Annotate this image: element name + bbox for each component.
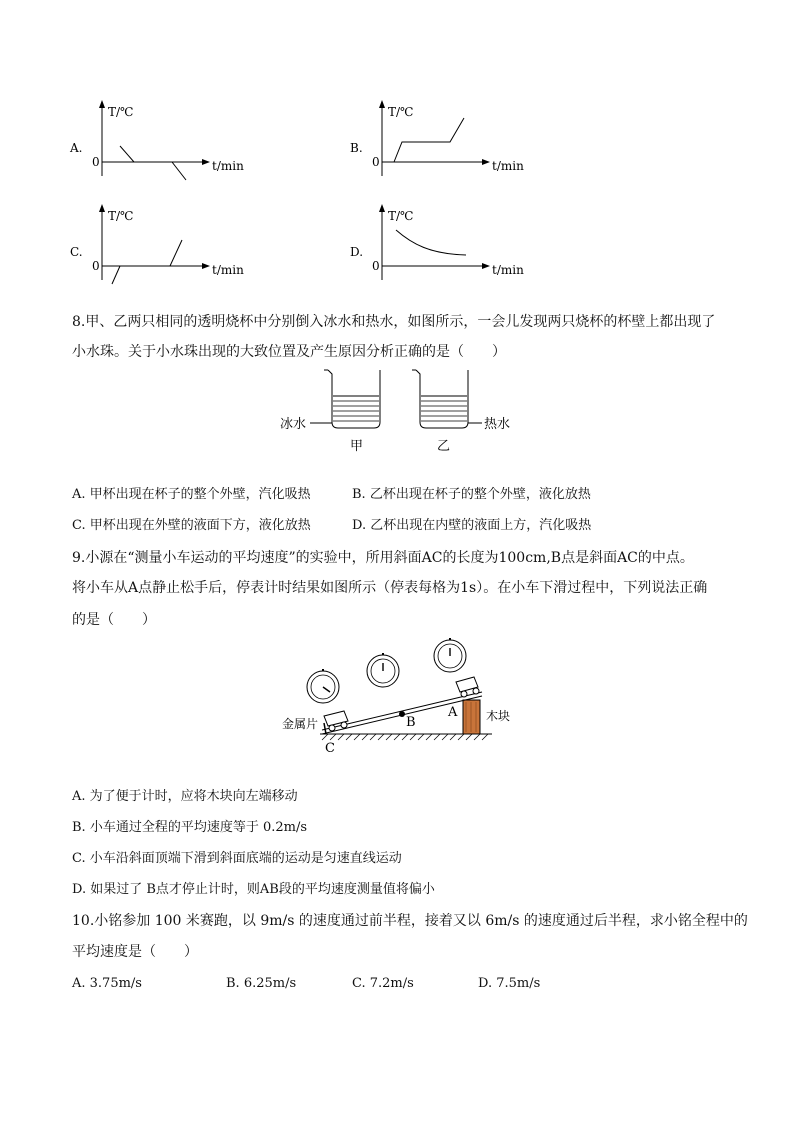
graph-letter: C. (70, 245, 83, 259)
origin-label: 0 (92, 155, 100, 169)
stopwatch-c (307, 669, 339, 703)
q9-option-c[interactable]: C. 小车沿斜面顶端下滑到斜面底端的运动是匀速直线运动 (72, 851, 402, 866)
origin-label: 0 (372, 155, 380, 169)
q8-option-b[interactable]: B. 乙杯出现在杯子的整个外壁，液化放热 (352, 487, 591, 502)
curve-segment (112, 266, 120, 284)
q7-graph-c (66, 200, 266, 290)
wood-block (463, 700, 480, 734)
metal-piece-label: 金属片 (282, 717, 319, 731)
curve (394, 118, 464, 162)
q9-option-d[interactable]: D. 如果过了 B点才停止计时，则AB段的平均速度测量值将偏小 (72, 882, 435, 897)
q10-option-d[interactable]: D. 7.5m/s (478, 976, 541, 991)
yi-label: 乙 (437, 439, 451, 454)
q9-incline-figure (278, 630, 518, 756)
q8-stem-line2: 小水珠。关于小水珠出现的大致位置及产生原因分析正确的是（ ） (72, 344, 506, 360)
graph-letter: D. (350, 245, 364, 259)
point-a-label: A (448, 705, 458, 720)
q7-graph-a (66, 96, 266, 186)
q10-option-b[interactable]: B. 6.25m/s (226, 976, 297, 991)
stopwatch-b (367, 653, 399, 687)
beaker-jia (310, 370, 380, 428)
curve-segment (172, 162, 186, 180)
ice-water-label: 冰水 (280, 417, 307, 432)
q9-option-b[interactable]: B. 小车通过全程的平均速度等于 0.2m/s (72, 820, 308, 835)
curve (396, 230, 466, 255)
origin-label: 0 (372, 259, 380, 273)
y-axis-label: T/℃ (388, 209, 414, 223)
point-b (399, 711, 405, 717)
q8-option-d[interactable]: D. 乙杯出现在内壁的液面上方，汽化吸热 (352, 518, 592, 533)
q9-stem-line3: 的是（ ） (72, 612, 156, 628)
q7-graph-b (346, 96, 546, 186)
q8-option-a[interactable]: A. 甲杯出现在杯子的整个外壁，汽化吸热 (72, 487, 311, 502)
y-axis-label: T/℃ (108, 105, 134, 119)
q8-beakers-figure (276, 366, 526, 458)
x-axis-label: t/min (212, 263, 244, 277)
curve-segment (120, 146, 134, 162)
q10-option-c[interactable]: C. 7.2m/s (352, 976, 414, 991)
graph-letter: A. (70, 141, 83, 155)
beaker-yi (412, 370, 482, 428)
curve-segment (170, 240, 182, 266)
wood-block-label: 木块 (486, 709, 511, 723)
point-c-label: C (325, 741, 335, 756)
stopwatch-a (434, 638, 466, 672)
q7-graph-d (346, 200, 546, 290)
jia-label: 甲 (350, 439, 364, 454)
y-axis-label: T/℃ (388, 105, 414, 119)
x-axis-label: t/min (492, 263, 524, 277)
q10-stem-line1: 10.小铭参加 100 米赛跑，以 9m/s 的速度通过前半程，接着又以 6m/s 的速度通过后半程，求小铭全程中的 (72, 913, 748, 929)
q9-stem-line2: 将小车从A点静止松手后，停表计时结果如图所示（停表每格为1s）。在小车下滑过程中，下列说法正确 (72, 580, 708, 596)
q9-option-a[interactable]: A. 为了便于计时，应将木块向左端移动 (72, 789, 298, 804)
hot-water-label: 热水 (484, 417, 511, 432)
q8-stem-line1: 8.甲、乙两只相同的透明烧杯中分别倒入冰水和热水，如图所示，一会儿发现两只烧杯的杯壁上都出现了 (72, 314, 716, 330)
graph-letter: B. (350, 141, 363, 155)
x-axis-label: t/min (212, 159, 244, 173)
cart-top (456, 677, 479, 697)
q10-stem-line2: 平均速度是（ ） (72, 944, 198, 960)
origin-label: 0 (92, 259, 100, 273)
point-b-label: B (406, 715, 416, 730)
q9-stem-line1: 9.小源在“测量小车运动的平均速度”的实验中，所用斜面AC的长度为100cm,B点是斜面AC的中点。 (72, 550, 694, 566)
y-axis-label: T/℃ (108, 209, 134, 223)
q10-option-a[interactable]: A. 3.75m/s (72, 976, 142, 991)
q8-option-c[interactable]: C. 甲杯出现在外壁的液面下方，液化放热 (72, 518, 311, 533)
x-axis-label: t/min (492, 159, 524, 173)
